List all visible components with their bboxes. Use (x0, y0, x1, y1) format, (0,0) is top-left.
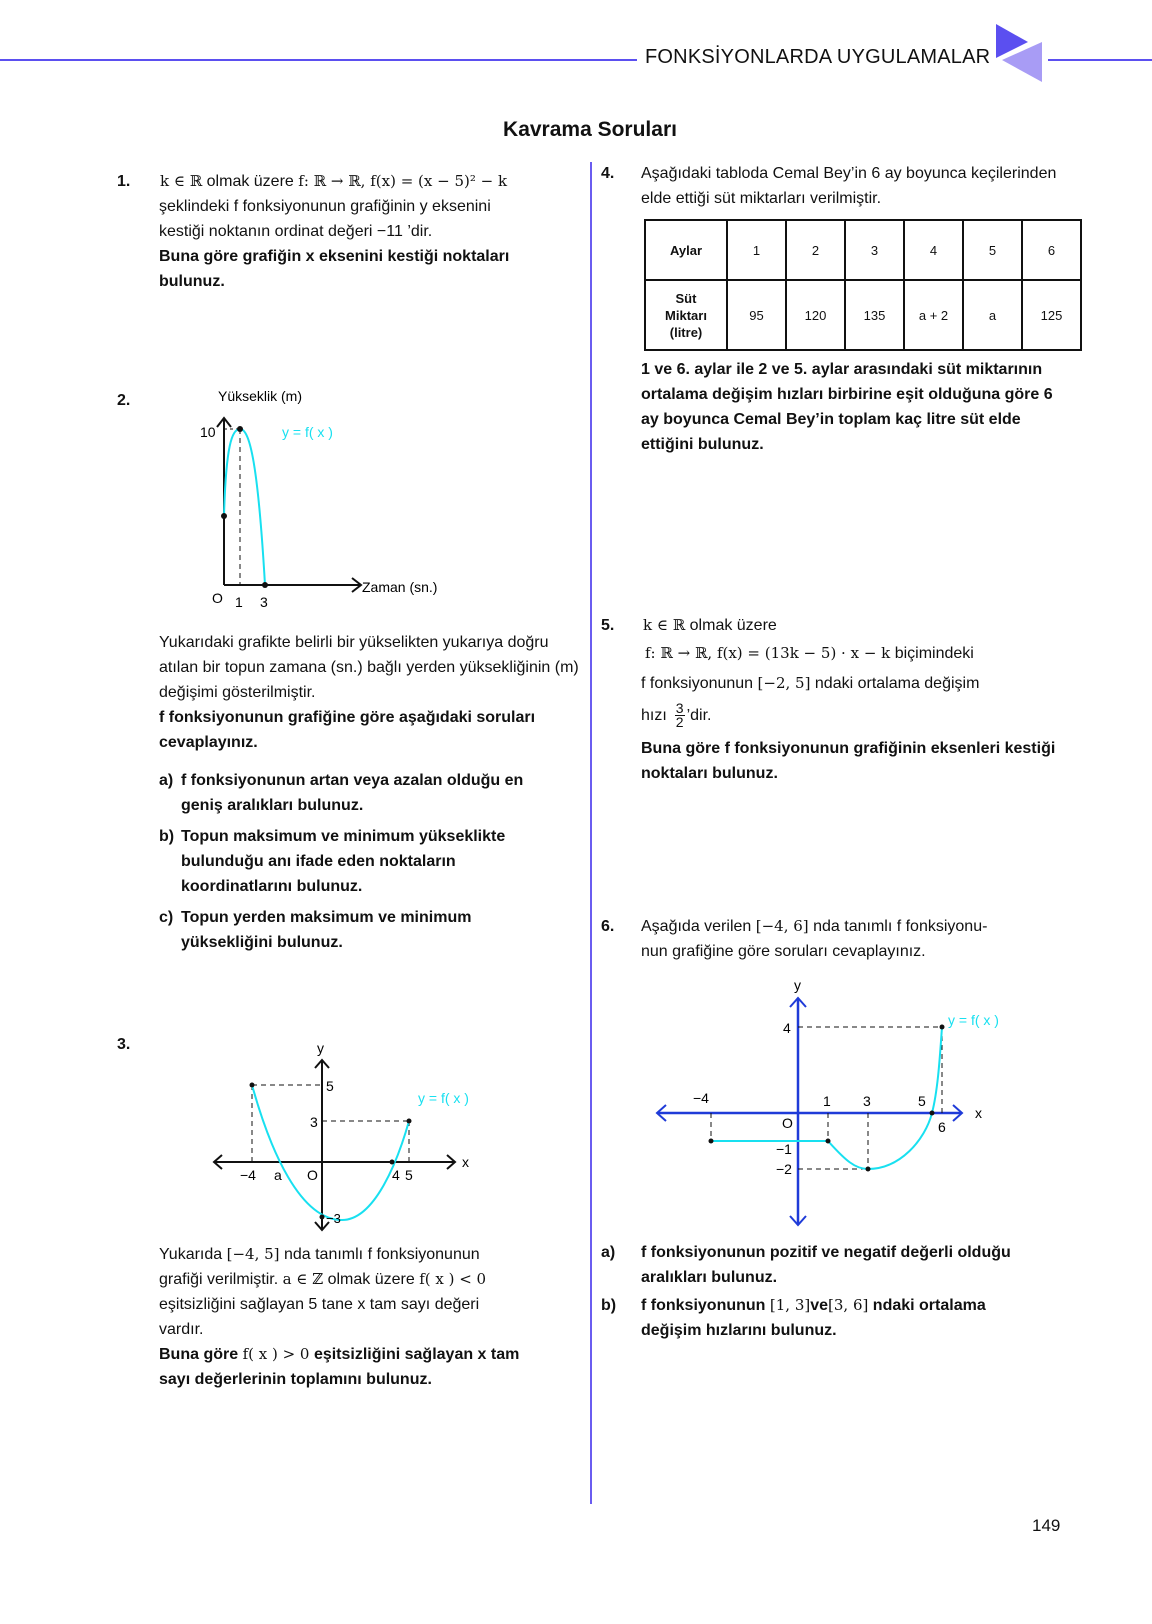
q6-label-5: 5 (918, 1093, 926, 1109)
q2-part-a-text: f fonksiyonunun artan veya azalan olduğu en geniş aralıkları bulunuz. (181, 772, 524, 814)
q2-parts (159, 768, 554, 955)
q5-fraction (675, 702, 685, 729)
q3-line4: vardır. (159, 1321, 204, 1338)
q2-part-c (159, 905, 554, 955)
q5-frac-den: 2 (675, 714, 684, 730)
question-2-body (159, 630, 579, 755)
q3-inequality-neg: f( x ) < 0 (419, 1270, 487, 1288)
q3-point-right (407, 1119, 412, 1124)
q6-point-start (709, 1139, 714, 1144)
table-cell: 125 (1022, 280, 1081, 350)
q6-origin: O (782, 1115, 793, 1131)
q6-part-a-text: f fonksiyonunun pozitif ve negatif değerli olduğu aralıkları bulunuz. (641, 1244, 1011, 1286)
header-line: (litre) (669, 324, 703, 340)
q3-line2-a: grafiği verilmiştir. (159, 1271, 279, 1288)
q3-q-a: Buna göre (159, 1346, 239, 1363)
q3-curve-label: y = f( x ) (418, 1090, 469, 1106)
question-5-number: 5. (601, 617, 615, 634)
q5-line1 (643, 613, 1063, 638)
q5-line2 (645, 641, 1065, 666)
q3-label-3y: 3 (310, 1114, 318, 1130)
q6-line1-c: nda tanımlı f fonksiyonu- (813, 918, 988, 935)
table-cell: 5 (963, 220, 1022, 280)
table-cell: 95 (727, 280, 786, 350)
q3-inequality-pos: f( x ) > 0 (242, 1345, 310, 1363)
q3-a-in-Z: a ∈ ℤ (282, 1270, 324, 1288)
q6-point-end (940, 1025, 945, 1030)
q1-k-in-R: k ∈ ℝ (160, 172, 203, 190)
q5-line3-c: ndaki ortalama değişim (814, 675, 980, 692)
q2-part-a-label: a) (159, 772, 174, 789)
q6-point-1 (826, 1139, 831, 1144)
q6-label-neg4: −4 (693, 1090, 709, 1106)
q2-point-start (221, 513, 227, 519)
q6-part-a-label: a) (601, 1244, 616, 1261)
q6-part-b-text-a: f fonksiyonunun (641, 1297, 766, 1314)
q5-k-in-R: k ∈ ℝ (643, 616, 686, 634)
q3-interval: [−4, 5] (226, 1245, 280, 1263)
q6-part-b-label: b) (601, 1297, 617, 1314)
q5-hizi: hızı (641, 707, 667, 724)
q6-part-b-text-b: ndaki ortalama (872, 1297, 986, 1314)
q3-label-a: a (274, 1167, 282, 1183)
table-cell: 6 (1022, 220, 1081, 280)
question-1-line1 (160, 169, 580, 194)
q3-label-neg3: −3 (326, 1211, 341, 1226)
q3-line1 (159, 1242, 579, 1267)
q3-label-4: 4 (392, 1167, 400, 1183)
q4-question: 1 ve 6. aylar ile 2 ve 5. aylar arasındaki süt miktarının ortalama değişim hızları birbirine eşit olduğuna göre 6 ay boyunca Cemal Bey’in toplam kaç litre süt elde ettiğini bulunuz. (641, 361, 1053, 453)
q2-curve-label: y = f( x ) (282, 424, 333, 440)
q2-y-axis-label: Yükseklik (m) (218, 388, 303, 404)
table-header-aylar: Aylar (645, 220, 727, 280)
q6-graph (640, 970, 1040, 1230)
q3-question-line2: sayı değerlerinin toplamını bulunuz. (159, 1371, 432, 1388)
q3-text-b: nda tanımlı f fonksiyonunun (283, 1246, 480, 1263)
q3-x-axis-label: x (462, 1154, 469, 1170)
q5-line4 (641, 702, 1061, 729)
table-cell: 3 (845, 220, 904, 280)
q2-point-end (262, 582, 268, 588)
table-cell: a + 2 (904, 280, 963, 350)
question-3-number: 3. (117, 1036, 131, 1053)
q1-line3: kestiği noktanın ordinat değeri −11 ’dir. (159, 223, 433, 240)
q6-ve: ve (810, 1297, 829, 1314)
q6-curve-label: y = f( x ) (948, 1012, 999, 1028)
q6-label-6: 6 (938, 1119, 946, 1135)
q2-part-b-label: b) (159, 828, 175, 845)
q6-interval-1-3: [1, 3] (769, 1296, 811, 1314)
q1-olmak-uzere: olmak üzere (206, 173, 294, 190)
table-row-months (645, 220, 1081, 280)
q6-part-a (601, 1240, 1061, 1290)
q5-function-def: f: ℝ → ℝ, f(x) = (13k − 5) · x − k (645, 644, 891, 662)
question-1-body (159, 194, 579, 294)
table-cell: 1 (727, 220, 786, 280)
q3-text-a: Yukarıda (159, 1246, 223, 1263)
q2-part-c-label: c) (159, 909, 174, 926)
q2-part-c-text: Topun yerden maksimum ve minimum yüksekliğini bulunuz. (181, 909, 472, 951)
q6-line1 (641, 914, 1061, 939)
q2-x-axis-label: Zaman (sn.) (362, 579, 438, 595)
q3-point-yint (320, 1215, 325, 1220)
page-number: 149 (1032, 1516, 1061, 1535)
q2-y-tick-10: 10 (200, 424, 216, 440)
header-line: Miktarı (665, 307, 707, 323)
q3-line2 (159, 1267, 579, 1292)
q2-point-max (237, 426, 243, 432)
q2-part-b-text: Topun maksimum ve minimum yükseklikte bulunduğu anı ifade eden noktaların koordinatlarını bulunuz. (181, 828, 506, 895)
q3-question-line1 (159, 1342, 579, 1367)
q3-y-axis-label: y (317, 1040, 324, 1056)
q6-point-min (866, 1167, 871, 1172)
q3-label-5x: 5 (405, 1167, 413, 1183)
milk-table (644, 219, 1082, 351)
q6-parts (601, 1240, 1061, 1343)
q6-interval: [−4, 6] (755, 917, 809, 935)
q6-part-b-line2: değişim hızlarını bulunuz. (641, 1322, 837, 1339)
table-cell: 120 (786, 280, 845, 350)
q1-question: Buna göre grafiğin x eksenini kestiği noktaları bulunuz. (159, 248, 510, 290)
q1-line2: şeklindeki f fonksiyonunun grafiğinin y eksenini (159, 198, 491, 215)
q5-dir: ’dir. (686, 707, 712, 724)
q6-label-neg1: −1 (776, 1141, 792, 1157)
header-line: Süt (675, 290, 697, 306)
page-title: Kavrama Soruları (503, 118, 677, 141)
q6-line1-a: Aşağıda verilen (641, 918, 752, 935)
q5-line3 (641, 671, 1061, 696)
table-cell: 2 (786, 220, 845, 280)
table-cell: 135 (845, 280, 904, 350)
q2-origin: O (212, 590, 223, 606)
q5-line3-a: f fonksiyonunun (641, 675, 754, 692)
q2-part-b (159, 824, 554, 899)
q6-part-b-text (641, 1293, 986, 1343)
header-rule-left (0, 59, 637, 61)
q6-label-neg2: −2 (776, 1161, 792, 1177)
q5-question: Buna göre f fonksiyonunun grafiğinin eksenleri kestiği noktaları bulunuz. (641, 740, 1056, 782)
q3-graph (200, 1030, 500, 1235)
column-divider (590, 162, 592, 1504)
q6-interval-3-6: [3, 6] (828, 1296, 869, 1314)
q2-text: Yukarıdaki grafikte belirli bir yükselikten yukarıya doğru atılan bir topun zamana (sn.) bağlı yerden yüksekliğinin (m) değişimi gösterilmiştir. (159, 634, 579, 701)
q6-y-axis-label: y (794, 977, 801, 993)
q2-x-tick-3: 3 (260, 594, 268, 610)
chapter-triangle-icon (996, 24, 1042, 82)
question-2-number: 2. (117, 392, 131, 409)
q3-point-root (390, 1160, 395, 1165)
chapter-title: FONKSİYONLARDA UYGULAMALAR (645, 46, 991, 68)
q5-olmak-uzere: olmak üzere (689, 617, 777, 634)
table-cell: a (963, 280, 1022, 350)
question-1-number: 1. (117, 173, 131, 190)
q3-point-left (250, 1083, 255, 1088)
q2-curve (224, 429, 265, 585)
q6-label-4: 4 (783, 1020, 791, 1036)
q6-label-1: 1 (823, 1093, 831, 1109)
table-header-sut-miktari (645, 280, 727, 350)
q6-part-b (601, 1293, 1061, 1343)
q5-interval: [−2, 5] (757, 674, 811, 692)
q5-frac-num: 3 (675, 700, 684, 716)
q5-bicimindeki: biçimindeki (894, 645, 974, 662)
q6-point-root (930, 1111, 935, 1116)
q3-q-c: eşitsizliğini sağlayan x tam (313, 1346, 520, 1363)
q2-x-tick-1: 1 (235, 594, 243, 610)
q3-curve (252, 1085, 409, 1220)
q3-label-5y: 5 (326, 1078, 334, 1094)
table-row-amounts (645, 280, 1081, 350)
q2-instruction: f fonksiyonunun grafiğine göre aşağıdaki soruları cevaplayınız. (159, 709, 536, 751)
q4-intro: Aşağıdaki tabloda Cemal Bey’in 6 ay boyunca keçilerinden elde ettiği süt miktarları verilmiştir. (641, 165, 1057, 207)
q6-label-3: 3 (863, 1093, 871, 1109)
q3-label-neg4: −4 (240, 1167, 256, 1183)
q6-line2: nun grafiğine göre soruları cevaplayınız. (641, 943, 926, 960)
q6-x-axis-label: x (975, 1105, 982, 1121)
q2-part-a (159, 768, 554, 818)
header-rule-right (1048, 59, 1152, 61)
q2-graph (190, 385, 470, 610)
q3-line2-c: olmak üzere (327, 1271, 415, 1288)
question-6-number: 6. (601, 918, 615, 935)
q3-line3: eşitsizliğini sağlayan 5 tane x tam sayı değeri (159, 1296, 480, 1313)
question-4-number: 4. (601, 165, 615, 182)
table-cell: 4 (904, 220, 963, 280)
question-3-body (159, 1242, 579, 1392)
q1-function-def: f: ℝ → ℝ, f(x) = (x − 5)² − k (298, 172, 508, 190)
q3-origin: O (307, 1167, 318, 1183)
